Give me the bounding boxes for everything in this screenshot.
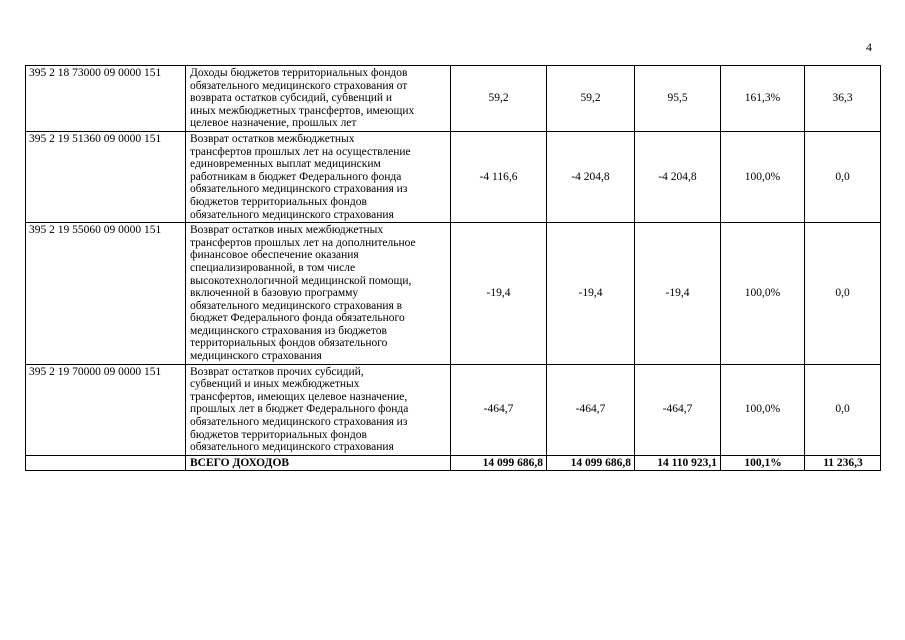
value-1: -19,4 [451,223,547,365]
value-5: 0,0 [805,364,881,455]
value-3: 95,5 [635,66,721,132]
value-2: -19,4 [547,223,635,365]
table-row [26,223,881,365]
description-line: субвенций и иных межбюджетных [190,378,360,391]
description-line: обязательного медицинского страхования [190,208,394,221]
description-line: Возврат остатков прочих субсидий, [190,365,364,378]
description-line: трансфертов прошлых лет на осуществление [190,145,411,158]
revenue-table [25,65,881,471]
total-value-5: 11 236,3 [805,455,881,471]
description-line: обязательного медицинского страхования из [190,183,408,196]
table-row [26,66,881,132]
description-line: Возврат остатков иных межбюджетных [190,224,384,237]
value-percent: 100,0% [721,364,805,455]
total-row [26,455,881,471]
description-line: иных межбюджетных трансфертов, имеющих [190,104,415,117]
description-line: медицинского страхования [190,350,322,363]
table-row [26,364,881,455]
description-line: обязательного медицинского страхования [190,441,394,454]
description-line: бюджетов территориальных фондов [190,428,367,441]
description-line: трансфертов, имеющих целевое назначение, [190,390,408,403]
total-code-empty [26,455,186,471]
total-value-1: 14 099 686,8 [451,455,547,471]
value-percent: 100,0% [721,223,805,365]
page-number: 4 [866,40,872,54]
description-line: возврата остатков субсидий, субвенций и [190,92,393,105]
budget-code: 395 2 18 73000 09 0000 151 [26,66,186,132]
value-3: -464,7 [635,364,721,455]
value-3: -4 204,8 [635,131,721,222]
budget-code: 395 2 19 55060 09 0000 151 [26,223,186,365]
budget-code: 395 2 19 51360 09 0000 151 [26,131,186,222]
value-2: -4 204,8 [547,131,635,222]
row-description [186,364,451,455]
value-3: -19,4 [635,223,721,365]
value-5: 36,3 [805,66,881,132]
description-line: финансовое обеспечение оказания [190,249,359,262]
description-line: включенной в базовую программу [190,287,359,300]
description-line: высокотехнологичной медицинской помощи, [190,274,412,287]
description-line: прошлых лет в бюджет Федерального фонда [190,403,409,416]
description-line: обязательного медицинского страхования от [190,79,408,92]
description-line: бюджет Федерального фонда обязательного [190,312,405,325]
value-2: -464,7 [547,364,635,455]
description-line: трансфертов прошлых лет на дополнительное [190,236,416,249]
row-description [186,66,451,132]
value-1: 59,2 [451,66,547,132]
description-line: обязательного медицинского страхования из [190,416,408,429]
total-value-3: 14 110 923,1 [635,455,721,471]
description-line: бюджетов территориальных фондов [190,195,367,208]
description-line: специализированной, в том числе [190,261,356,274]
row-description [186,131,451,222]
total-label: ВСЕГО ДОХОДОВ [186,455,451,471]
value-percent: 100,0% [721,131,805,222]
value-2: 59,2 [547,66,635,132]
description-line: обязательного медицинского страхования в [190,299,403,312]
total-value-percent: 100,1% [721,455,805,471]
description-line: Возврат остатков межбюджетных [190,132,355,145]
budget-code: 395 2 19 70000 09 0000 151 [26,364,186,455]
description-line: работникам в бюджет Федерального фонда [190,170,402,183]
value-1: -4 116,6 [451,131,547,222]
table-row [26,131,881,222]
value-1: -464,7 [451,364,547,455]
value-5: 0,0 [805,131,881,222]
value-5: 0,0 [805,223,881,365]
total-value-2: 14 099 686,8 [547,455,635,471]
description-line: единовременных выплат медицинским [190,158,381,171]
value-percent: 161,3% [721,66,805,132]
description-line: Доходы бюджетов территориальных фондов [190,67,408,79]
description-line: целевое назначение, прошлых лет [190,117,357,130]
row-description [186,223,451,365]
description-line: медицинского страхования из бюджетов [190,324,387,337]
description-line: территориальных фондов обязательного [190,337,388,350]
